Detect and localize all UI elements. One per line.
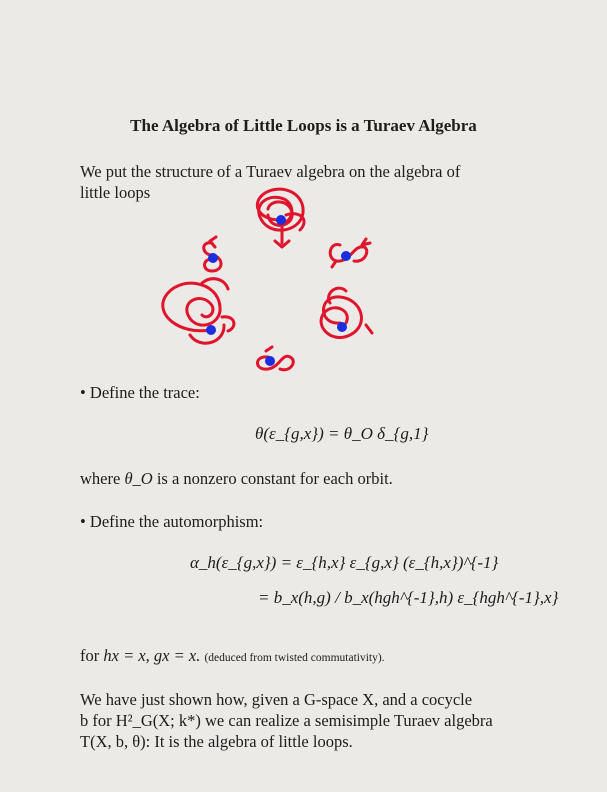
- condition-prefix: for: [80, 646, 100, 665]
- bullet-trace: • Define the trace:: [80, 383, 200, 402]
- closing-line-3: T(X, b, θ): It is the algebra of little loops.: [80, 732, 353, 751]
- trace-equation: [255, 424, 428, 444]
- orbit-point: [341, 251, 351, 261]
- trace-note-prefix: where: [80, 469, 121, 488]
- trace-note: [80, 468, 393, 489]
- orbit-point: [208, 253, 218, 263]
- loop-cluster-right: [330, 239, 370, 267]
- page-title: The Algebra of Little Loops is a Turaev Algebra: [130, 116, 477, 135]
- little-loops-illustration: [140, 175, 400, 375]
- orbit-point: [276, 215, 286, 225]
- bullet-automorphism: • Define the automorphism:: [80, 512, 264, 531]
- trace-note-symbol: θ_O: [124, 469, 153, 488]
- closing-line-2: b for H²_G(X; k*) we can realize a semisimple Turaev algebra: [80, 711, 493, 730]
- condition-math: hx = x, gx = x.: [103, 646, 201, 665]
- automorphism-equation-line-2: [258, 588, 558, 608]
- loop-cluster-bottom-left: [163, 279, 234, 343]
- intro-line-2: little loops: [80, 183, 151, 202]
- orbit-point: [337, 322, 347, 332]
- orbit-point: [206, 325, 216, 335]
- trace-equation-text: θ(ε_{g,x}) = θ_O δ_{g,1}: [255, 424, 429, 443]
- closing-line-1: We have just shown how, given a G-space X, and a cocycle: [80, 690, 473, 709]
- automorphism-equation-text-1: α_h(ε_{g,x}) = ε_{h,x} ε_{g,x} (ε_{h,x})^{-1}: [190, 553, 499, 572]
- condition-note: (deduced from twisted commutativity).: [204, 652, 385, 664]
- intro-line-1: We put the structure of a Turaev algebra on the algebra of: [80, 162, 461, 181]
- trace-note-suffix: is a nonzero constant for each orbit.: [156, 469, 393, 488]
- closing-paragraph: [80, 689, 493, 752]
- loop-cluster-bottom-middle: [258, 347, 294, 370]
- automorphism-equation-text-2: = b_x(h,g) / b_x(hgh^{-1},h) ε_{hgh^{-1},x}: [258, 588, 559, 607]
- automorphism-equation-line-1: [190, 553, 498, 573]
- orbit-point: [265, 356, 275, 366]
- loop-cluster-bottom-right: [321, 288, 372, 337]
- condition-line: [80, 645, 385, 669]
